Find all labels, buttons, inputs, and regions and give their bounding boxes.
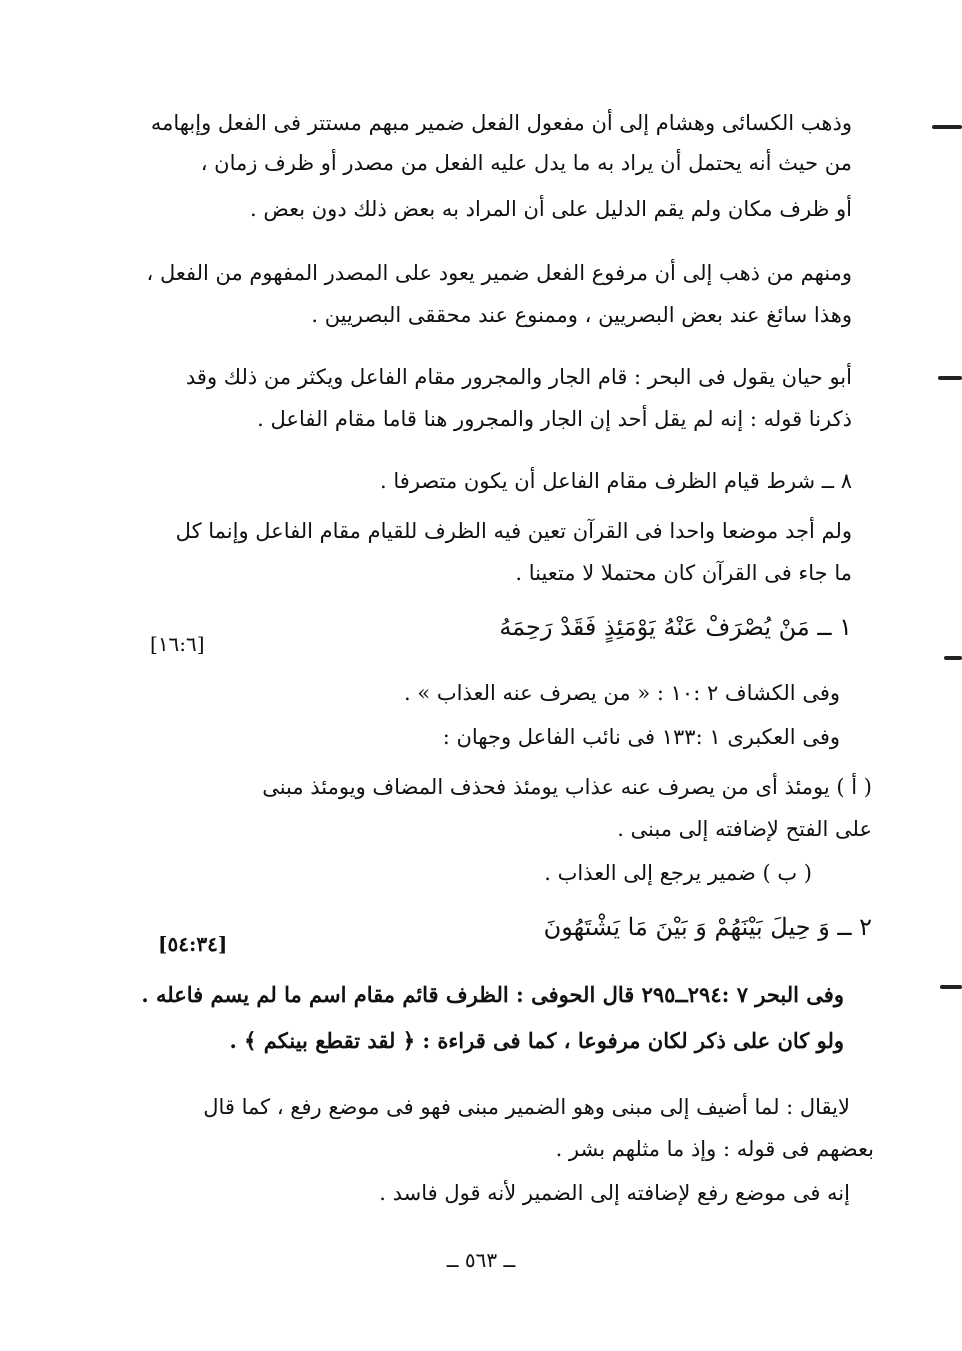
margin-mark <box>938 376 962 380</box>
paragraph2-line-1: ومنهم من ذهب إلى أن مرفوع الفعل ضمير يعود على المصدر المفهوم من الفعل ، <box>146 261 852 285</box>
notes1-line-1: وفى الكشاف ٢ :١٠ : « من يصرف عنه العذاب » . <box>404 681 840 705</box>
paragraph3-line-1: أبو حيان يقول فى البحر : قام الجار والمجرور مقام الفاعل ويكثر من ذلك وقد <box>185 365 852 389</box>
paragraph4-line-1: ٨ ــ شرط قيام الظرف مقام الفاعل أن يكون متصرفا . <box>380 469 852 493</box>
page-number: ــ ٥٦٣ ــ <box>446 1248 516 1272</box>
notes1-line-4: على الفتح لإضافته إلى مبنى . <box>617 817 872 841</box>
verse1-reference: [١٦:٦] <box>150 632 205 656</box>
margin-mark <box>944 656 962 660</box>
paragraph5-line-1: لايقال : لما أضيف إلى مبنى وهو الضمير مبنى فهو فى موضع رفع ، كما قال <box>203 1095 850 1119</box>
notes1-line-3: ( أ ) يومئذ أى من يصرف عنه عذاب يومئذ فحذف المضاف ويومئذ مبنى <box>262 775 872 799</box>
paragraph5-line-3: إنه فى موضع رفع لإضافته إلى الضمير لأنه قول فاسد . <box>379 1181 850 1205</box>
margin-mark <box>932 125 962 129</box>
paragraph5-line-2: بعضهم فى قوله : وإذ ما مثلهم بشر . <box>555 1137 874 1161</box>
paragraph1-line-2: من حيث أنه يحتمل أن يراد به ما يدل عليه الفعل من مصدر أو ظرف زمان ، <box>200 151 852 175</box>
paragraph4-line-3: ما جاء فى القرآن كان محتملا لا متعينا . <box>515 561 852 585</box>
paragraph2-line-2: وهذا سائغ عند بعض البصريين ، وممنوع عند محققى البصريين . <box>311 303 852 327</box>
paragraph1-line-1: وذهب الكسائى وهشام إلى أن مفعول الفعل ضمير مبهم مستتر فى الفعل وإبهامه <box>150 111 852 135</box>
verse2-reference: [٥٤:٣٤] <box>158 932 228 956</box>
margin-mark <box>940 985 962 989</box>
notes1-line-2: وفى العكبرى ١ :١٣٣ فى نائب الفاعل وجهان : <box>442 725 840 749</box>
notes1-line-5: ( ب ) ضمير يرجع إلى العذاب . <box>544 861 812 885</box>
paragraph1-line-3: أو ظرف مكان ولم يقم الدليل على أن المراد به بعض ذلك دون بعض . <box>250 197 852 221</box>
notes2-line-1: وفى البحر ٧ :٢٩٤ــ٢٩٥ قال الحوفى : الظرف قائم مقام اسم ما لم يسم فاعله . <box>141 982 844 1007</box>
paragraph3-line-2: ذكرنا قوله : إنه لم يقل أحد إن الجار والمجرور هنا قاما مقام الفاعل . <box>257 407 852 431</box>
paragraph4-line-2: ولم أجد موضعا واحدا فى القرآن تعين فيه الظرف للقيام مقام الفاعل وإنما كل <box>175 519 852 543</box>
notes2-line-2: ولو كان على ذكر لكان مرفوعا ، كما فى قراءة : ﴿ لقد تقطع بينكم ﴾ . <box>229 1028 844 1053</box>
quran-verse-2: ٢ ــ وَ حِيلَ بَيْنَهُمْ وَ بَيْنَ مَا يَشْتَهُونَ <box>543 913 872 941</box>
quran-verse-1: ١ ــ مَنْ يُصْرَفْ عَنْهُ يَوْمَئِذٍ فَقَدْ رَحِمَهُ <box>499 613 852 641</box>
